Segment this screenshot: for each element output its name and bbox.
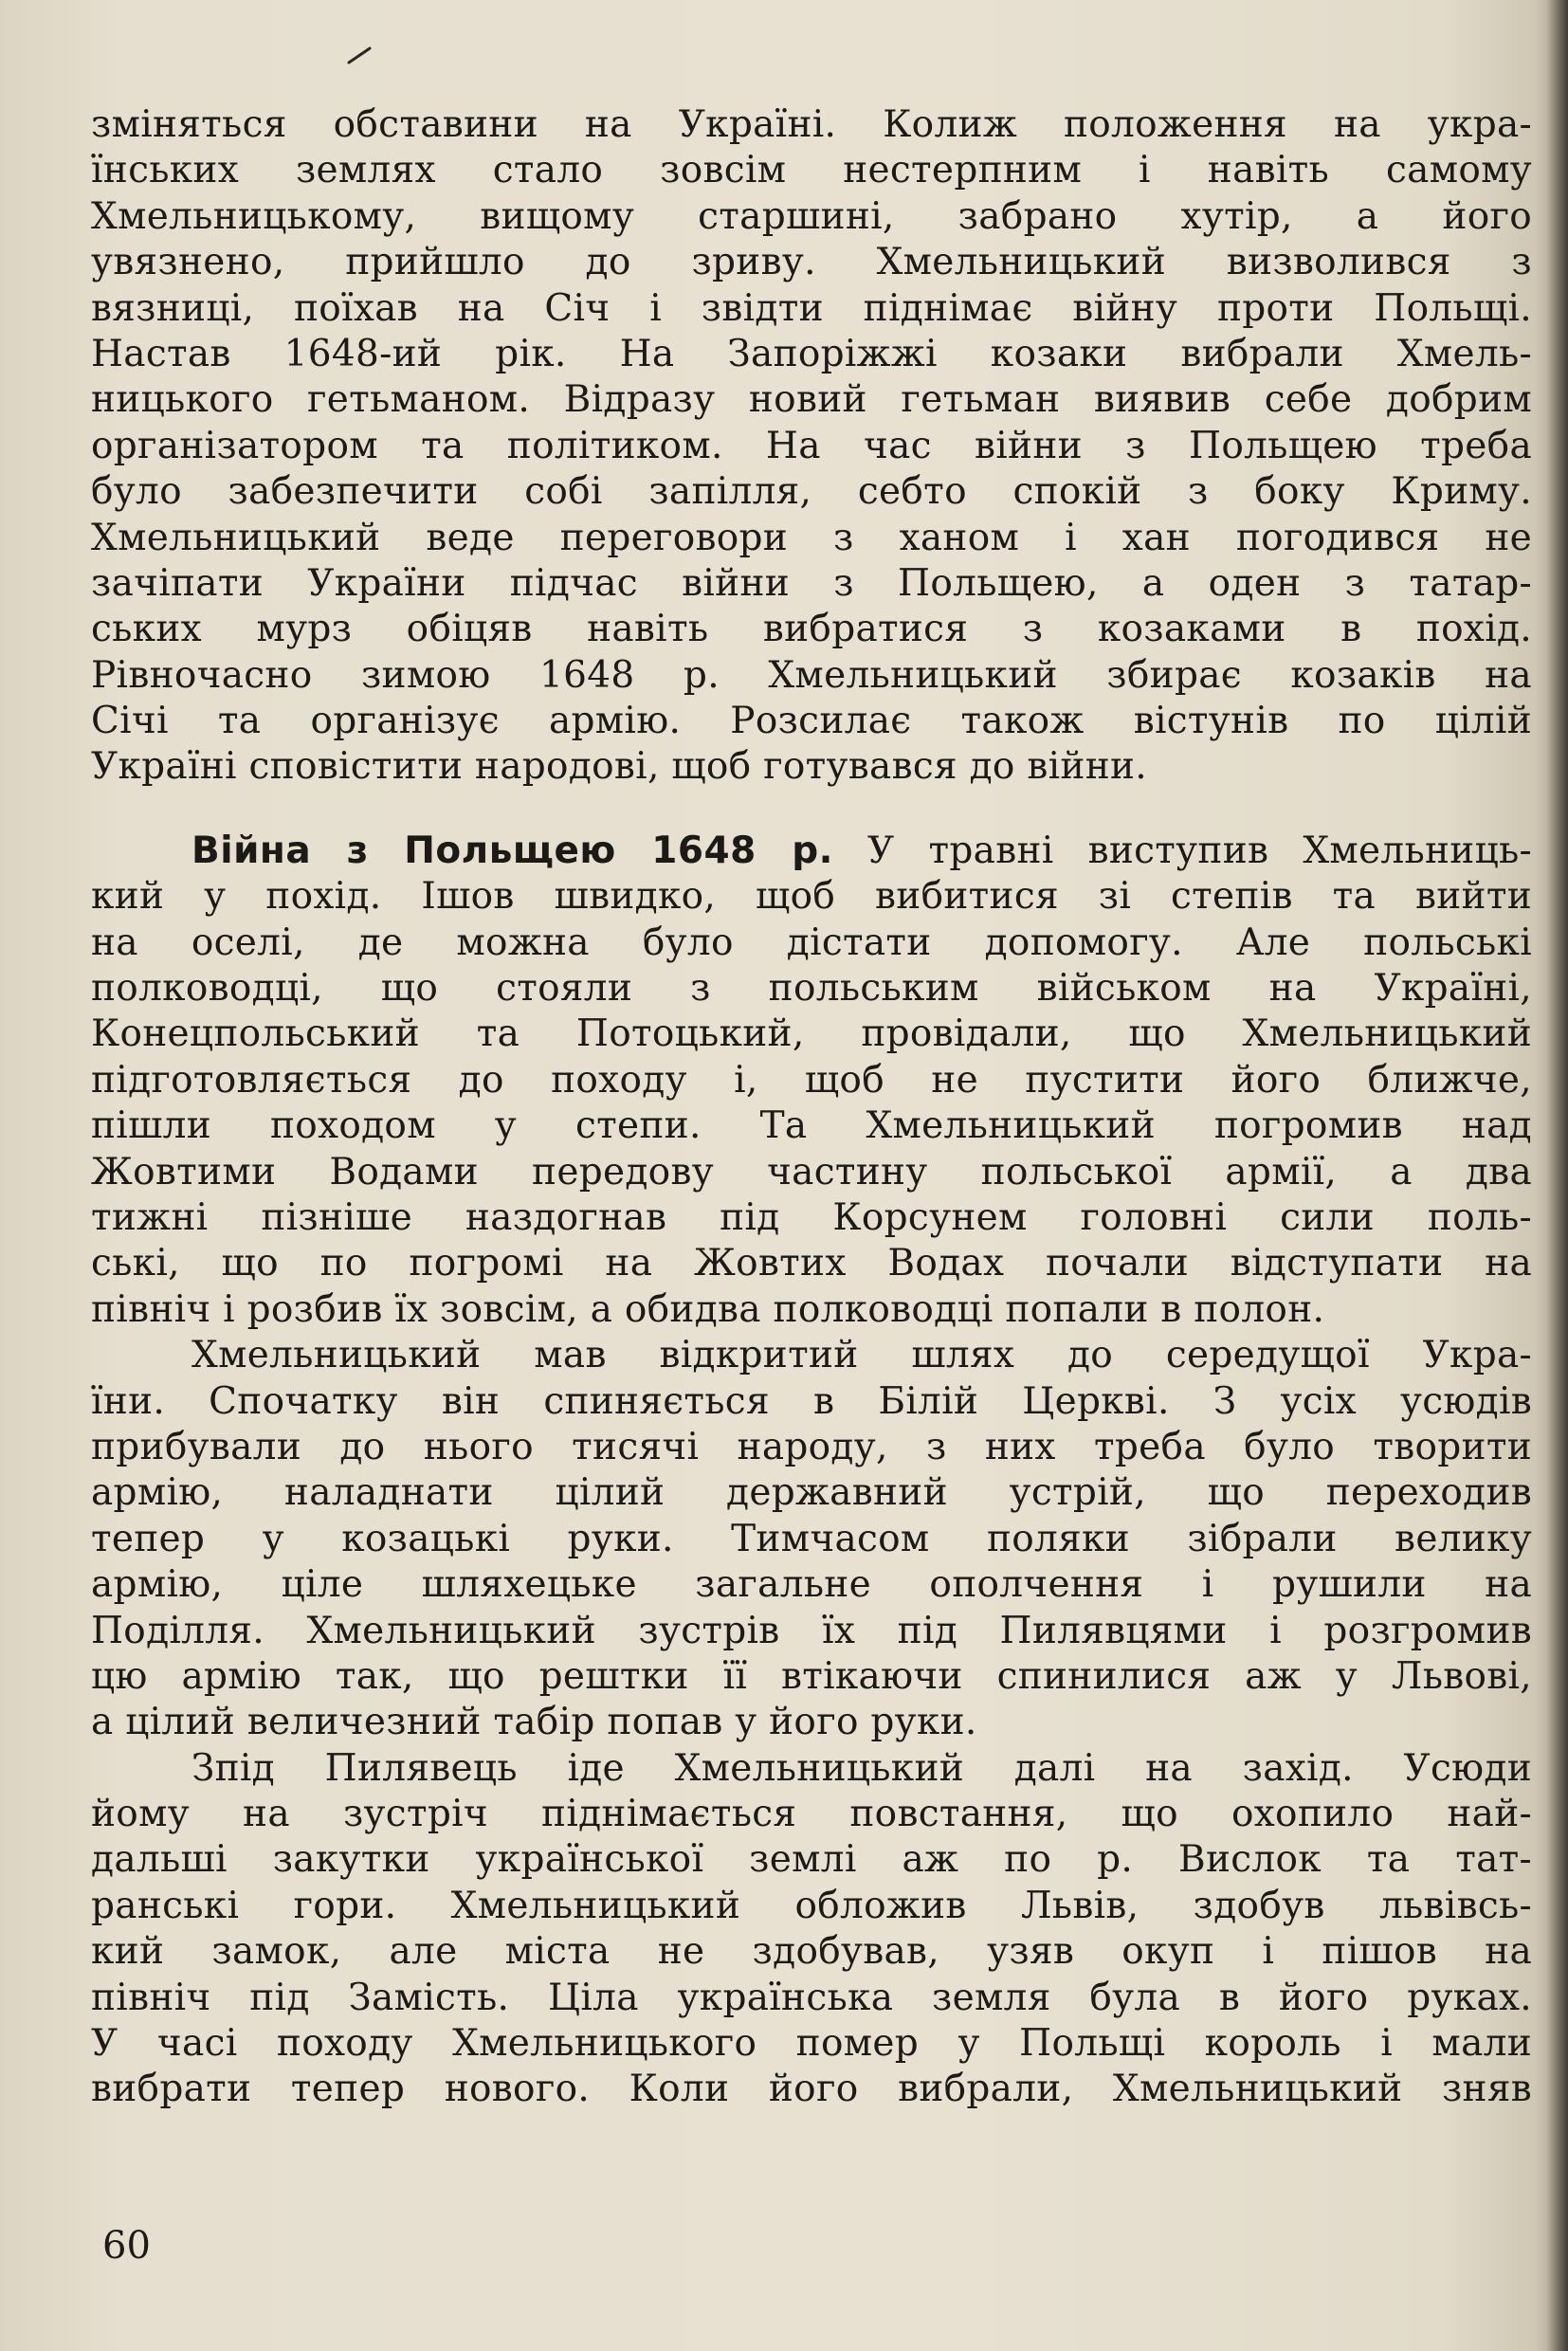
text-line: ранські гори. Хмельницький обложив Львів, здобув львівсь- xyxy=(91,1884,1532,1927)
text-line: армію, наладнати цілий державний устрій, що переходив xyxy=(91,1471,1532,1515)
text-line: Поділля. Хмельницький зустрів їх під Пилявцями і розгромив xyxy=(91,1609,1532,1652)
text-line: зачіпати України підчас війни з Польщею, а оден з татар- xyxy=(91,561,1532,605)
text-line: було забезпечити собі запілля, себто спокій з боку Криму. xyxy=(91,470,1532,514)
text-line: увязнено, прийшло до зриву. Хмельницький визволився з xyxy=(91,241,1532,284)
text-line: Настав 1648-ий рік. На Запоріжжі козаки вибрали Хмель- xyxy=(91,332,1532,375)
text-line: на оселі, де можна було дістати допомогу. Але польські xyxy=(91,920,1532,964)
text-line: ницького гетьманом. Відразу новий гетьман виявив себе добрим xyxy=(91,378,1532,422)
text-column xyxy=(91,102,1532,2113)
text-line: зміняться обставини на Україні. Колиж положення на укра- xyxy=(91,103,1532,146)
text-line: Хмельницький мав відкритий шлях до середущої Укра- xyxy=(191,1334,1532,1377)
heading-line-text: У травні виступив Хмельниць- xyxy=(832,829,1532,872)
text-line: кий у похід. Ішов швидко, щоб вибитися зі степів та вийти xyxy=(91,875,1532,919)
heading-line xyxy=(91,829,1532,874)
text-line: прибували до нього тисячі народу, з них треба було творити xyxy=(91,1425,1532,1468)
pen-mark xyxy=(347,46,372,64)
text-line: Україні сповістити народові, щоб готувався до війни. xyxy=(91,745,1147,789)
text-line: армію, ціле шляхецьке загальне ополчення і рушили на xyxy=(91,1563,1532,1607)
paragraph-3 xyxy=(91,1333,1532,1746)
paragraph-2 xyxy=(91,829,1532,1333)
paragraph-4 xyxy=(91,1746,1532,2113)
text-line: Рівночасно зимою 1648 р. Хмельницький збирає козаків на xyxy=(91,653,1532,697)
text-line: організатором та політиком. На час війни з Польщею треба xyxy=(91,424,1532,467)
text-line: пішли походом у степи. Та Хмельницький погромив над xyxy=(91,1104,1532,1148)
book-binding-edge xyxy=(1547,0,1568,2351)
text-line: вязниці, поїхав на Січ і звідти піднімає війну проти Польщі. xyxy=(91,286,1532,330)
text-line: підготовляється до походу і, щоб не пустити його ближче, xyxy=(91,1058,1532,1102)
text-line: Жовтими Водами передову частину польської армії, а два xyxy=(91,1150,1532,1194)
text-line: У часі походу Хмельницького помер у Польщі король і мали xyxy=(91,2022,1532,2066)
text-line: тижні пізніше наздогнав під Корсунем головні сили поль- xyxy=(91,1195,1532,1239)
text-line: Січі та організує армію. Розсилає також вістунів по цілій xyxy=(91,700,1532,743)
text-line: а цілий величезний табір попав у його руки. xyxy=(91,1701,977,1744)
text-line: Зпід Пилявець іде Хмельницький далі на захід. Усюди xyxy=(191,1746,1532,1790)
text-line: кий замок, але міста не здобував, узяв окуп і пішов на xyxy=(91,1930,1532,1974)
text-line: Хмельницькому, вищому старшині, забрано хутір, а його xyxy=(91,194,1532,238)
text-line: вибрати тепер нового. Коли його вибрали, Хмельницький зняв xyxy=(91,2068,1532,2111)
text-line: північ і розбив їх зовсім, а обидва полководці попали в полон. xyxy=(91,1287,1325,1331)
text-line: їнських землях стало зовсім нестерпним і навіть самому xyxy=(91,149,1532,192)
text-line: полководці, що стояли з польським військом на Україні, xyxy=(91,967,1532,1011)
text-line: йому на зустріч піднімається повстання, що охопило най- xyxy=(91,1793,1532,1836)
text-line: північ під Замість. Ціла українська земля була в його руках. xyxy=(91,1976,1532,2019)
text-line: їни. Спочатку він спиняється в Білій Церкві. З усіх усюдів xyxy=(91,1379,1532,1423)
text-line: Хмельницький веде переговори з ханом і хан погодився не xyxy=(91,516,1532,559)
text-line: Конецпольський та Потоцький, провідали, що Хмельницький xyxy=(91,1012,1532,1056)
page-number: 60 xyxy=(102,2224,151,2268)
text-line: ських мурз обіцяв навіть вибратися з козаками в похід. xyxy=(91,608,1532,651)
section-heading: Війна з Польщею 1648 р. xyxy=(191,829,833,872)
text-line: цю армію так, що рештки її втікаючи спинилися аж у Львові, xyxy=(91,1654,1532,1698)
text-line: ські, що по погромі на Жовтих Водах почали відступати на xyxy=(91,1242,1532,1285)
text-line: дальші закутки української землі аж по р. Вислок та тат- xyxy=(91,1838,1532,1882)
text-line: тепер у козацькі руки. Тимчасом поляки зібрали велику xyxy=(91,1517,1532,1560)
paragraph-1 xyxy=(91,102,1532,791)
